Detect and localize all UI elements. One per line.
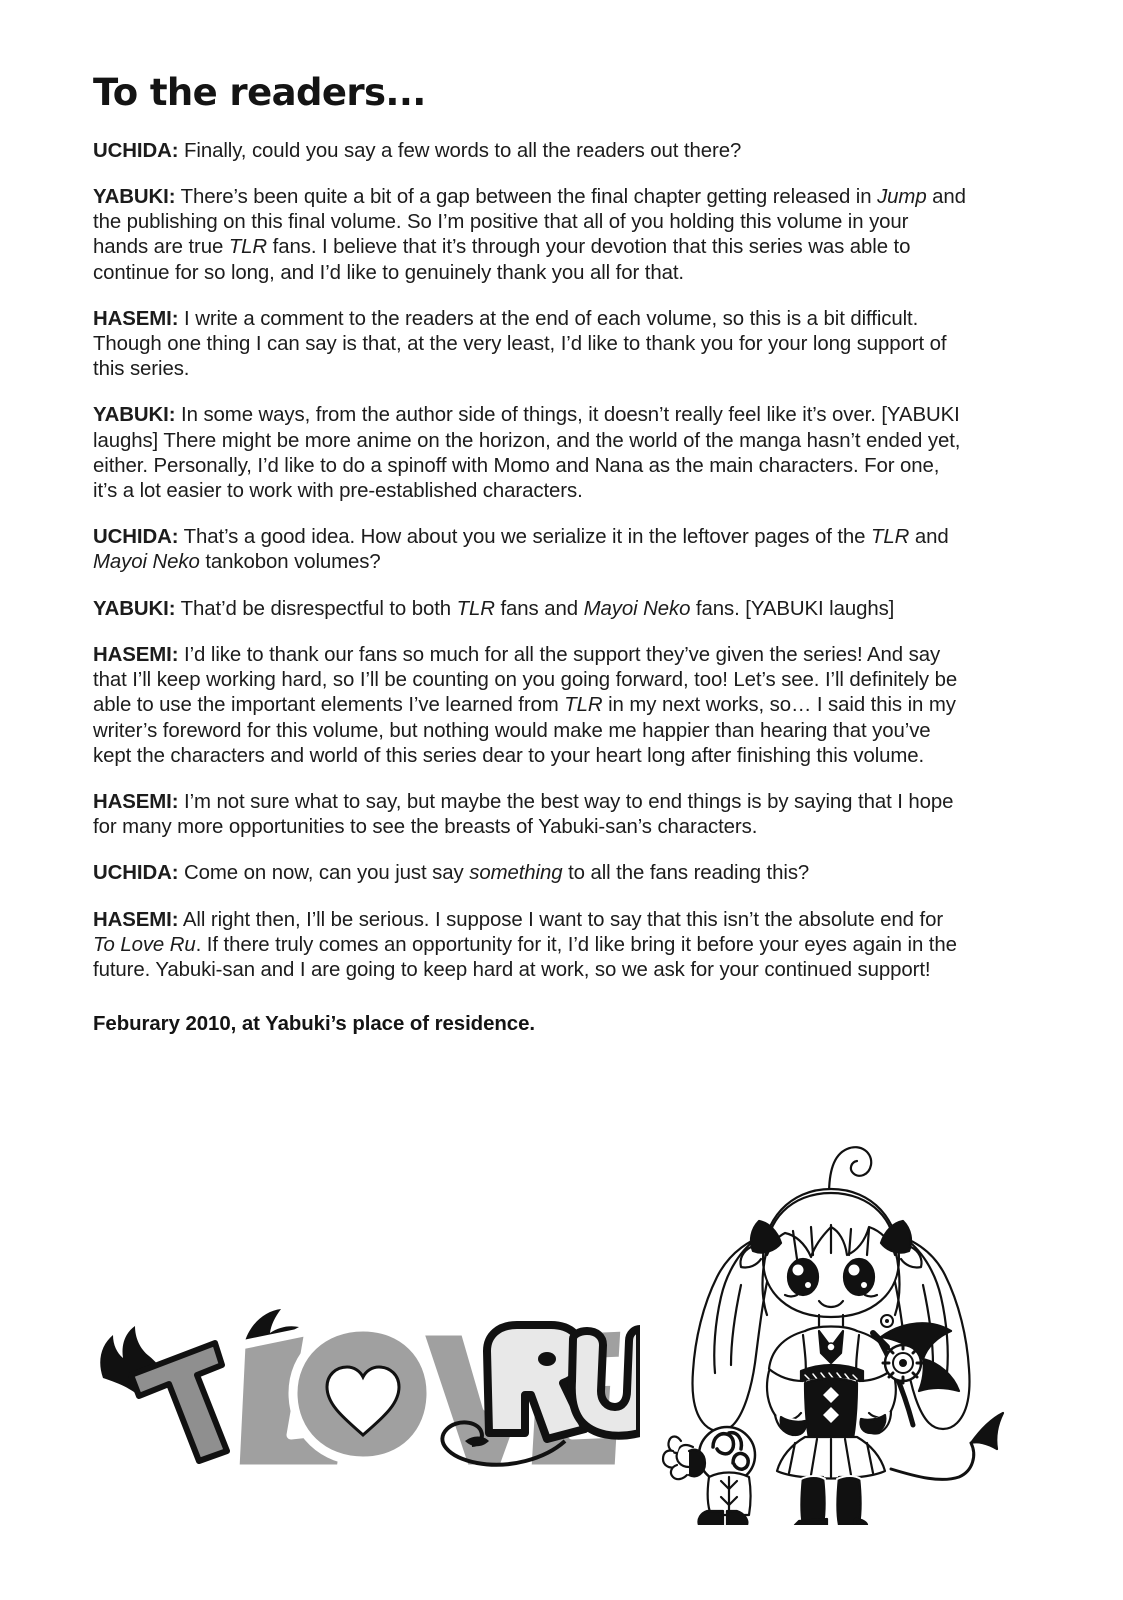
interview-paragraph (93, 597, 967, 622)
interview-paragraph (93, 861, 967, 886)
body-text: I’d like to thank our fans so much for all the support they’ve given the series! And say that I’ll keep working hard, so I’ll be counting on you going forward, too! Let’s see. I’ll definitely be able to use the important elements I’ve learned from (93, 643, 958, 717)
body-text: and (909, 526, 949, 549)
body-text: . If there truly comes an opportunity for it, I’d like bring it before your eyes again in the future. Yabuki-san and I are going to keep hard at work, so we ask for your continued support! (93, 933, 957, 981)
body-text: and the publishing on this final volume. So I’m positive that all of you holding this volume in your hands are true (93, 186, 966, 259)
body-text: fans. I believe that it’s through your devotion that this series was able to continue for so long, and I’d like to genuinely thank you all for that. (93, 236, 911, 284)
speaker-label: HASEMI: (93, 908, 179, 931)
body-text: That’d be disrespectful to both (175, 597, 457, 620)
speaker-label: YABUKI: (93, 186, 176, 209)
speaker-label: YABUKI: (93, 404, 176, 427)
interview-transcript (93, 139, 967, 983)
emphasis-text: To Love Ru (93, 933, 196, 956)
body-text: Finally, could you say a few words to all the readers out there? (178, 139, 742, 162)
body-text: fans and (494, 597, 584, 620)
emphasis-text: TLR (564, 694, 603, 717)
interview-paragraph (93, 307, 967, 383)
emphasis-text: Jump (877, 186, 927, 209)
character-svg (655, 1125, 1005, 1525)
interview-paragraph (93, 185, 967, 286)
body-text: Come on now, can you just say (178, 862, 470, 885)
body-text: All right then, I’ll be serious. I suppose I want to say that this isn’t the absolute end for (178, 908, 944, 931)
interview-paragraph (93, 403, 967, 504)
emphasis-text: Mayoi Neko (583, 597, 691, 620)
body-text: There’s been quite a bit of a gap between the final chapter getting released in (175, 186, 878, 209)
body-text: I’m not sure what to say, but maybe the best way to end things is by saying that I hope for many more opportunities to see the breasts of Yabuki-san’s characters. (93, 790, 954, 839)
logo-svg (95, 1283, 640, 1473)
to-love-ru-logo (95, 1283, 640, 1473)
emphasis-text: TLR (871, 526, 910, 549)
emphasis-text: Mayoi Neko (93, 551, 200, 574)
emphasis-text: TLR (228, 236, 268, 259)
body-text: I write a comment to the readers at the end of each volume, so this is a bit difficult. Though one thing I can say is that, at the very least, I’d like to thank you for your long support of this series. (93, 307, 947, 381)
speaker-label: HASEMI: (93, 307, 179, 330)
interview-paragraph (93, 908, 967, 984)
body-text: tankobon volumes? (199, 551, 381, 574)
speaker-label: HASEMI: (93, 790, 179, 813)
speaker-label: HASEMI: (93, 643, 179, 666)
interview-paragraph (93, 525, 967, 575)
speaker-label: UCHIDA: (93, 139, 179, 162)
interview-paragraph (93, 643, 967, 769)
body-text: in my next works, so… I said this in my writer’s foreword for this volume, but nothing would make me happier than hearing that you’ve kept the characters and world of this series dear to your heart long after finishing this volume. (93, 694, 956, 767)
article-content (93, 71, 967, 1037)
interview-paragraph (93, 139, 967, 164)
body-text: In some ways, from the author side of things, it doesn’t really feel like it’s over. [YABUKI laughs] There might be more anime on the horizon, and the world of the manga hasn’t ended yet, either. Personally, I’d like to do a spinoff with Momo and Nana as the main characters. For one, it’s a lot easier to work with pre-established characters. (93, 404, 961, 503)
body-text: fans. [YABUKI laughs] (690, 597, 895, 620)
page-title: To the readers... (93, 71, 426, 114)
body-text: to all the fans reading this? (562, 862, 810, 885)
emphasis-text: something (469, 862, 563, 885)
body-text: That’s a good idea. How about you we serialize it in the leftover pages of the (178, 526, 872, 549)
speaker-label: UCHIDA: (93, 526, 179, 549)
signoff-line: Feburary 2010, at Yabuki’s place of residence. (93, 1013, 535, 1036)
golden-darkness-chibi-illustration (655, 1125, 1005, 1525)
speaker-label: UCHIDA: (93, 862, 179, 885)
emphasis-text: TLR (456, 597, 495, 620)
speaker-label: YABUKI: (93, 597, 176, 620)
interview-paragraph (93, 790, 967, 840)
